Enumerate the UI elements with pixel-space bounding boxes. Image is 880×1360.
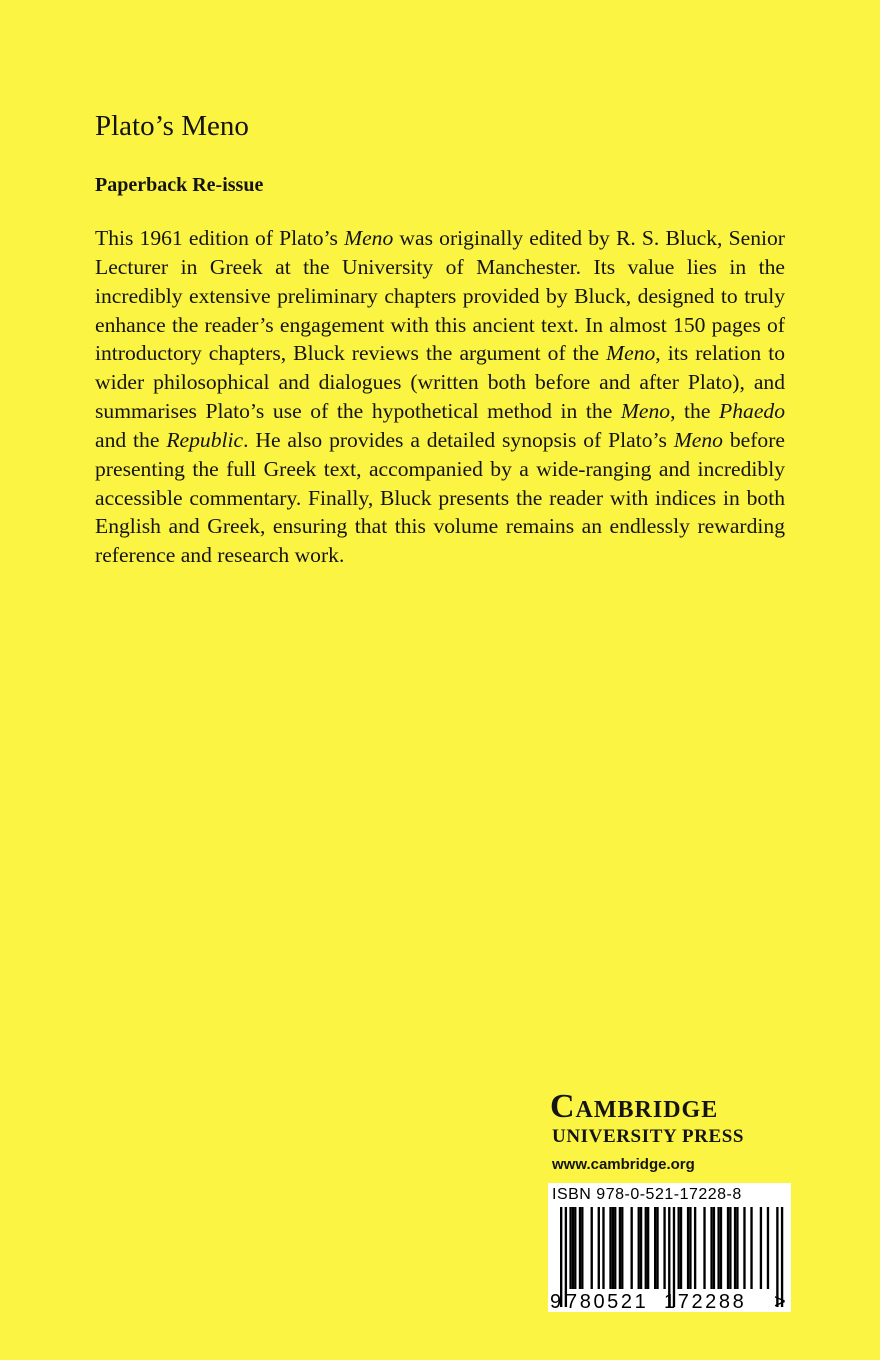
publisher-block bbox=[550, 1090, 790, 1173]
barcode-bar bbox=[760, 1207, 762, 1289]
blurb-italic: Meno bbox=[606, 341, 656, 366]
barcode-bar bbox=[591, 1207, 593, 1289]
barcode-bar bbox=[678, 1207, 680, 1289]
barcode-bar bbox=[654, 1207, 656, 1289]
barcode-bar bbox=[717, 1207, 719, 1289]
barcode-bar bbox=[656, 1207, 658, 1289]
barcode-bar bbox=[612, 1207, 614, 1289]
publisher-url: www.cambridge.org bbox=[552, 1156, 695, 1173]
barcode-digits-left: 780521 bbox=[566, 1291, 649, 1313]
barcode-bar bbox=[713, 1207, 715, 1289]
blurb-paragraph bbox=[95, 224, 785, 570]
barcode-bar bbox=[736, 1207, 738, 1289]
blurb-text: before presenting the full Greek text, accompanied by a wide-ranging and incredibly accessible commentary. Finally, Bluck presents the reader with indices in both English and Greek, ensuring that this volume remains an endlessly rewarding reference and research work. bbox=[95, 427, 786, 568]
isbn-barcode bbox=[548, 1183, 791, 1312]
blurb-italic: Meno bbox=[620, 399, 671, 424]
barcode-bar bbox=[647, 1207, 649, 1289]
blurb-text: and the bbox=[95, 427, 167, 452]
barcode-bar bbox=[720, 1207, 722, 1289]
barcode-bar bbox=[581, 1207, 583, 1289]
barcode-bar bbox=[614, 1207, 616, 1289]
barcode-bar bbox=[703, 1207, 705, 1289]
barcode-arrow: > bbox=[774, 1291, 786, 1313]
barcode-bar bbox=[767, 1207, 769, 1289]
publisher-name: Cambridge bbox=[550, 1088, 719, 1125]
barcode-bar bbox=[602, 1207, 604, 1289]
barcode-bar bbox=[598, 1207, 600, 1289]
barcode-bar bbox=[734, 1207, 736, 1289]
blurb-text: , its relation to wider philosophical and dialogues (written both before and after Plato), and summarises Plato’s use of the hypothetical method in the bbox=[95, 341, 785, 424]
barcode-bar bbox=[710, 1207, 712, 1289]
edition-subtitle: Paperback Re-issue bbox=[95, 174, 264, 196]
barcode-bar bbox=[619, 1207, 621, 1289]
barcode-digits-right: 172288 bbox=[664, 1291, 747, 1313]
book-title: Plato’s Meno bbox=[95, 110, 249, 142]
blurb-text: This 1961 edition of Plato’s bbox=[95, 226, 345, 250]
blurb-italic: Republic bbox=[166, 427, 244, 452]
barcode-bar bbox=[727, 1207, 729, 1289]
barcode-bar bbox=[750, 1207, 752, 1289]
barcode-bar bbox=[743, 1207, 745, 1289]
barcode-bar bbox=[569, 1207, 571, 1289]
barcode-bar bbox=[645, 1207, 647, 1289]
barcode-bar bbox=[640, 1207, 642, 1289]
barcode-bar bbox=[609, 1207, 611, 1289]
barcode-bar bbox=[687, 1207, 689, 1289]
barcode-bar bbox=[638, 1207, 640, 1289]
barcode-bar bbox=[579, 1207, 581, 1289]
blurb-text: was originally edited by R. S. Bluck, Senior Lecturer in Greek at the University of Manchester. Its value lies in the incredibly extensive preliminary chapters provided by Bluck, designed to truly enhance the reader’s engagement with this ancient text. In almost 150 pages of introductory chapters, Bluck reviews the argument of the bbox=[95, 226, 785, 366]
barcode-bar bbox=[729, 1207, 731, 1289]
barcode-bar bbox=[689, 1207, 691, 1289]
barcode-digit-first: 9 bbox=[550, 1291, 562, 1313]
barcode-bar bbox=[631, 1207, 633, 1289]
blurb-italic: Phaedo bbox=[719, 399, 785, 424]
barcode-bar bbox=[572, 1207, 574, 1289]
barcode-bar bbox=[574, 1207, 576, 1289]
barcode-bar bbox=[663, 1207, 665, 1289]
isbn-label: ISBN 978-0-521-17228-8 bbox=[552, 1186, 742, 1203]
barcode-bar bbox=[680, 1207, 682, 1289]
barcode-bar bbox=[694, 1207, 696, 1289]
publisher-subtitle: UNIVERSITY PRESS bbox=[552, 1126, 745, 1147]
barcode-bar bbox=[621, 1207, 623, 1289]
blurb-italic: Meno bbox=[344, 226, 394, 250]
blurb-text: . He also provides a detailed synopsis of Plato’s bbox=[243, 427, 674, 452]
blurb-text: , the bbox=[670, 399, 720, 424]
blurb-italic: Meno bbox=[673, 427, 723, 452]
